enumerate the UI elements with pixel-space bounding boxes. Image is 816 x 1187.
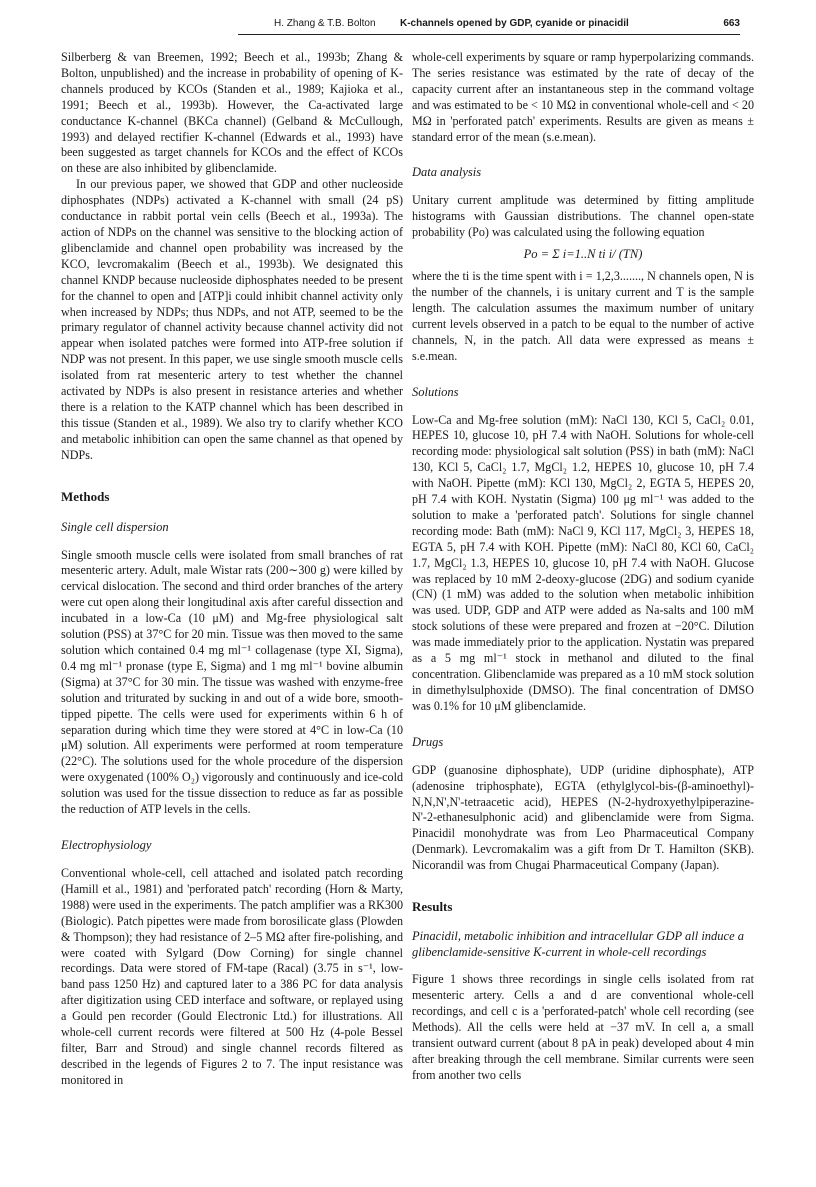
results-heading: Results xyxy=(412,899,453,915)
drugs-heading: Drugs xyxy=(412,734,444,749)
electrophysiology-text: Conventional whole-cell, cell attached and isolated patch recording (Hamill et al., 1981) and 'perforated patch' recording (Horn & Marty, 1988) were used in the experiments. The patch amplifier was a RK300 (Biologic). Patch pipettes were made from borosilicate glass (Plowden & Thompson); they had resistance of 2–5 MΩ after fire-polishing, and were coated with Sylgard (Dow Corning) for single channel recordings. Data were stored of FM-tape (Racal) (3.75 in s⁻¹, low-band pass 1250 Hz) and captured later to a 386 PC for data analysis after digitization using CED interface and software, or replayed using a Gould pen recorder (Gould Electronic Ltd.) for illustrations. All whole-cell current records were filtered at 500 Hz (4-pole Bessel filter, Barr and Stroud) and single channel records filtered as described in the legends of Figures 2 to 7. The input resistance was monitored in xyxy=(61,865,403,1087)
methods-heading: Methods xyxy=(61,488,110,504)
electrophysiology-text-continued: whole-cell experiments by square or ramp hyperpolarizing commands. The series resistance was estimated by the rate of decay of the capacity current after an instantaneous step in the command voltage and was estimated to be < 10 MΩ in conventional whole-cell and < 20 MΩ in 'perforated patch' experiments. Results are given as means ± standard error of the mean (s.e.mean). xyxy=(412,50,754,144)
drugs-text: GDP (guanosine diphosphate), UDP (uridine diphosphate), ATP (adenosine triphosphate), EGTA (ethylglycol-bis-(β-aminoethyl)-N,N,N',N'-tetraacetic acid), HEPES (N-2-hydroxyethylpiperazine-N'-2-ethanesulphonic acid) and glibenclamide were from Sigma. Pinacidil monohydrate was from Leo Pharmaceutical Company (Denmark). Levcromakalim was a gift from Dr T. Hamilton (SKB). Nicorandil was from Chugai Pharmaceutical Company (Japan). xyxy=(412,762,754,873)
running-header xyxy=(238,14,740,35)
left-column xyxy=(61,50,403,1089)
results-subheading: Pinacidil, metabolic inhibition and intracellular GDP all induce a glibenclamide-sensitive K-current in whole-cell recordings xyxy=(412,929,745,960)
data-analysis-text: Unitary current amplitude was determined by fitting amplitude histograms with Gaussian distributions. The channel open-state probability (Po) was calculated using the following equation xyxy=(412,193,754,240)
header-authors: H. Zhang & T.B. Bolton xyxy=(274,18,376,29)
intro-paragraph-previous-paper: In our previous paper, we showed that GDP and other nucleoside diphosphates (NDPs) activated a K-channel with small (24 pS) conductance in rabbit portal vein cells (Beech et al., 1993a). The action of NDPs on the channel was sensitive to the blocking action of glibenclamide and channel open probability was increased by the KCO, levcromakalim (Beech et al., 1993b). We designated this channel KNDP because nucleoside diphosphates needed to be present for the channel to open and [ATP]i could inhibit channel activity only when increased by NDPs; thus NDPs, and not ATP, seemed to be the primary regulator of channel activity because channel activity did not appear when isolated patches were formed into ATP-free solution if NDP was not present. In this paper, we use single smooth muscle cells isolated from rat mesenteric artery to test whether the channel activated by NDPs is also present in resistance arteries and whether there is a relation to the KATP channel which has been described in this tissue (Standen et al., 1989). We also try to clarify whether KCO and metabolic inhibition can open the same channel as that opened by NDPs. xyxy=(61,177,403,462)
header-running-title: K-channels opened by GDP, cyanide or pinacidil xyxy=(400,18,629,29)
single-cell-dispersion-heading: Single cell dispersion xyxy=(61,519,169,534)
right-column xyxy=(412,50,754,1083)
open-probability-equation: Po = Σ i=1..N ti i/ (TN) xyxy=(523,247,643,262)
electrophysiology-heading: Electrophysiology xyxy=(61,837,152,852)
intro-paragraph-continued: Silberberg & van Breemen, 1992; Beech et al., 1993b; Zhang & Bolton, unpublished) and the increase in probability of opening of K-channels produced by KCOs (Standen et al., 1989; Kajioka et al., 1991; Beech et al., 1993b). However, the Ca-activated large conductance K-channel (BKCa channel) (Gelband & McCullough, 1993) and delayed rectifier K-channel (Edwards et al., 1993) have been suggested as target channels for KCOs and the effect of KCOs on these are also inhibited by glibenclamide. xyxy=(61,50,403,176)
data-analysis-heading: Data analysis xyxy=(412,165,482,180)
results-text: Figure 1 shows three recordings in single cells isolated from rat mesenteric artery. Cells a and d are conventional whole-cell recordings, and cell c is a 'perforated-patch' whole cell recording (see Methods). All the cells were held at −37 mV. In cell a, a small transient outward current (about 8 pA in peak) developed about 4 min after breaking through the cell membrane. Similar currents were seen from another two cells xyxy=(412,972,754,1082)
single-cell-dispersion-text: Single smooth muscle cells were isolated from small branches of rat mesenteric artery. Adult, male Wistar rats (200∼300 g) were killed by cervical dislocation. The second and third order branches of the artery were cut open along their longitudinal axis after careful dissection and incubated in a low-Ca (10 μM) and Mg-free physiological salt solution (PSS) at 37°C for 20 min. Tissue was then moved to the same solution which contained 0.4 mg ml⁻¹ collagenase (type XI, Sigma), 0.4 mg ml⁻¹ pronase (type E, Sigma) and 1 mg ml⁻¹ bovine albumin (Sigma) at 37°C for 30 min. The tissue was washed with enzyme-free solution and triturated by sucking in and out of a wide bore, smooth-tipped pipette. The cells were used for experiments within 6 h of separation during which time they were stored at 4°C in low-Ca (10 μM) solution. All experiments were performed at room temperature (22°C). The solutions used for the whole procedure of the dispersion were oxygenated (100% O₂) vigorously and continuously and ice-cold solution was used for the tissue dissection to reduce as far as possible the reduction of ATP levels in the cells. xyxy=(61,547,403,817)
page-number: 663 xyxy=(723,18,740,29)
solutions-text: Low-Ca and Mg-free solution (mM): NaCl 130, KCl 5, CaCl₂ 0.01, HEPES 10, glucose 10, pH 7.4 with NaOH. Solutions for whole-cell recording mode: physiological salt solution (PSS) in bath (mM): NaCl 130, KCl 5, CaCl₂ 1.7, MgCl₂ 1.2, HEPES 10, glucose 10, pH 7.4 with NaOH. Pipette (mM): KCl 130, MgCl₂ 2, EGTA 5, HEPES 20, pH 7.4 with KOH. Nystatin (Sigma) 100 μg ml⁻¹ was added to the solution to make a 'perforated patch'. Solutions for single channel recording mode: Bath (mM): NaCl 9, KCl 117, MgCl₂ 3, HEPES 18, EGTA 5, pH 7.4 with KOH. Pipette (mM): NaCl 80, KCl 60, CaCl₂ 1.7, MgCl₂ 1.3, HEPES 10, glucose 10, pH 7.4 with NaOH. Glucose was replaced by 10 mM 2-deoxy-glucose (2DG) and sodium cyanide (CN) (1 mM) was added to the solution when metabolic inhibition was used. UDP, GDP and ATP were added as Na-salts and 100 mM stock solutions of these were prepared and frozen at −20°C. Dilution was made immediately prior to the application. Nystatin was prepared as a 5 mg ml⁻¹ stock in methanol and diluted to the final concentration. Glibenclamide was prepared as a 10 mM stock solution in dimethylsulphoxide (DMSO). The final concentration of DMSO was 0.1% for 10 μM glibenclamide. xyxy=(412,412,754,713)
solutions-heading: Solutions xyxy=(412,384,459,399)
data-analysis-text-continued: where the ti is the time spent with i = 1,2,3......., N channels open, N is the number of the channels, i is unitary current and T is the sample length. The calculation assumes the maximum number of unitary current levels observed in a patch to be equal to the number of active channels, N, in the patch. All data were expressed as means ± s.e.mean. xyxy=(412,269,754,363)
